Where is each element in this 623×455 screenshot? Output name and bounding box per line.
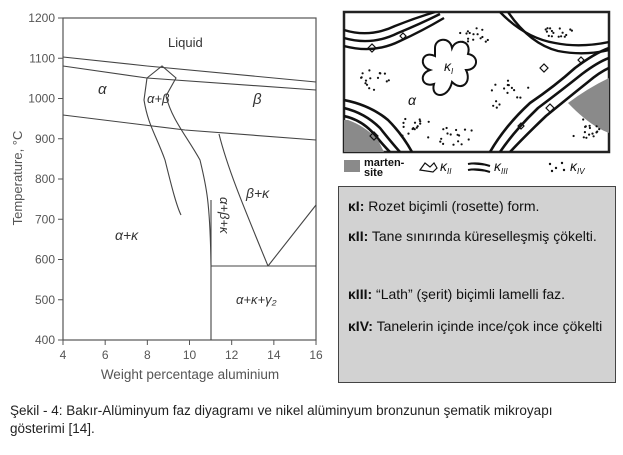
kappa-iii-symbol	[468, 163, 490, 172]
legend-text: “Lath” (şerit) biçimli lamelli faz.	[372, 286, 566, 302]
precipitate-dot	[419, 120, 421, 122]
precipitate-dot	[558, 36, 560, 38]
legend-item-kappa-ii	[348, 227, 610, 246]
precipitate-dot	[368, 69, 370, 71]
matrix-alpha-label: α	[408, 92, 416, 108]
precipitate-dot	[457, 140, 459, 142]
precipitate-dot	[472, 39, 474, 41]
precipitate-dot	[465, 32, 467, 34]
precipitate-dot	[476, 27, 478, 29]
precipitate-dot	[362, 72, 364, 74]
precipitate-dot	[419, 123, 421, 125]
y-tick-label: 500	[34, 292, 55, 307]
kappa-iii-label: $\kappa_{III}$	[494, 158, 508, 176]
precipitate-dot	[468, 138, 470, 140]
kappa-ii-symbol	[420, 163, 437, 172]
precipitate-dot	[506, 92, 508, 94]
region-alpha-beta: α+β	[147, 91, 170, 106]
phase-boundaries	[63, 57, 316, 340]
precipitate-dot	[480, 37, 482, 39]
y-tick-label: 700	[34, 212, 55, 227]
precipitate-dot	[584, 131, 586, 133]
precipitate-dot	[442, 128, 444, 130]
region-alpha-kappa-gamma: α+κ+γ₂	[236, 292, 277, 307]
precipitate-dot	[467, 38, 469, 40]
precipitate-dot	[481, 29, 483, 31]
x-axis-label: Weight percentage aluminium	[100, 367, 280, 382]
y-tick-label: 900	[34, 131, 55, 146]
precipitate-dot	[467, 30, 469, 32]
precipitate-dot	[491, 89, 493, 91]
precipitate-dot	[562, 32, 564, 34]
precipitate-dot	[481, 36, 483, 38]
region-alpha-kappa: α+κ	[115, 227, 139, 243]
y-tick-label: 800	[34, 172, 55, 186]
precipitate-dot	[402, 122, 404, 124]
precipitate-dot	[416, 127, 418, 129]
precipitate-dot	[368, 87, 370, 89]
x-tick-label: 4	[59, 348, 67, 362]
kappa-iv-symbol	[549, 162, 565, 172]
phase-diagram	[0, 0, 335, 395]
precipitate-dot	[496, 107, 498, 109]
precipitate-dot	[365, 80, 367, 82]
region-liquid: Liquid	[168, 35, 203, 50]
precipitate-dot	[551, 30, 553, 32]
precipitate-dot	[469, 32, 471, 34]
x-tick-label: 14	[267, 348, 281, 362]
precipitate-dot	[573, 135, 575, 137]
martensite-swatch	[344, 160, 360, 172]
precipitate-dot	[560, 35, 562, 37]
precipitate-dot	[457, 134, 459, 136]
precipitate-dot	[564, 36, 566, 38]
x-tick-label: 8	[143, 348, 151, 362]
y-ticks	[28, 11, 63, 347]
precipitate-dot	[548, 35, 550, 37]
liquidus-left	[63, 57, 147, 66]
precipitate-dot	[464, 129, 466, 131]
eutectoid-line	[63, 115, 316, 140]
precipitate-dot	[513, 89, 515, 91]
precipitate-dot	[582, 118, 584, 120]
precipitate-dot	[507, 80, 509, 82]
y-tick-label: 1000	[28, 91, 55, 106]
precipitate-dot	[492, 105, 494, 107]
y-tick-label: 400	[34, 333, 55, 347]
precipitate-dot	[549, 27, 551, 29]
precipitate-dot	[439, 141, 441, 143]
y-tick-label: 1200	[28, 11, 55, 25]
precipitate-dot	[545, 28, 547, 30]
precipitate-dot	[498, 103, 500, 105]
precipitate-dot	[487, 39, 489, 41]
precipitate-dot	[477, 33, 479, 35]
precipitate-dot	[373, 89, 375, 91]
precipitate-dot	[401, 135, 403, 137]
precipitate-dot	[596, 125, 598, 127]
precipitate-dot	[461, 143, 463, 145]
precipitate-dot	[569, 28, 571, 30]
region-beta-kappa: β+κ	[246, 185, 270, 201]
region-beta: β	[253, 91, 262, 108]
precipitate-dot	[386, 80, 388, 82]
precipitate-dot	[508, 84, 510, 86]
precipitate-dot	[546, 31, 548, 33]
legend-text: Rozet biçimli (rosette) form.	[364, 198, 540, 214]
precipitate-dot	[414, 122, 416, 124]
precipitate-dot	[452, 144, 454, 146]
x-ticks	[60, 340, 323, 362]
region-alpha: α	[98, 81, 107, 98]
kappa-iv-label: $\kappa_{IV}$	[570, 158, 585, 176]
precipitate-dot	[462, 41, 464, 43]
precipitate-dot	[428, 121, 430, 123]
precipitate-dot	[369, 77, 371, 79]
precipitate-dot	[519, 97, 521, 99]
precipitate-dot	[427, 136, 429, 138]
precipitate-dot	[446, 132, 448, 134]
precipitate-dot	[583, 136, 585, 138]
precipitate-dot	[589, 127, 591, 129]
precipitate-dot	[527, 87, 529, 89]
precipitate-dot	[598, 128, 600, 130]
precipitate-dot	[366, 84, 368, 86]
precipitate-dot	[404, 118, 406, 120]
precipitate-dot	[485, 41, 487, 43]
center-kappa-label: $\kappa_I$	[444, 58, 454, 76]
precipitate-dot	[503, 87, 505, 89]
precipitate-dot	[360, 77, 362, 79]
microstructure-schematic	[340, 8, 620, 183]
precipitate-dot	[559, 27, 561, 29]
precipitate-dot	[388, 79, 390, 81]
precipitate-dot	[593, 135, 595, 137]
precipitate-dot	[546, 27, 548, 29]
precipitate-dot	[511, 87, 513, 89]
beta-kappa-right	[268, 205, 316, 266]
figure-caption: Şekil - 4: Bakır-Alüminyum faz diyagramı ve nikel alüminyum bronzunun şematik mikroyapı gösterimi [14].	[10, 403, 553, 436]
y-tick-label: 1100	[29, 51, 55, 66]
legend-item-kappa-iv	[348, 317, 610, 336]
precipitate-dot	[588, 134, 590, 136]
precipitate-dot	[450, 133, 452, 135]
y-tick-label: 600	[34, 252, 55, 267]
legend-key: κIV:	[348, 318, 373, 334]
precipitate-dot	[595, 131, 597, 133]
precipitate-dot	[551, 35, 553, 37]
precipitate-dot	[403, 126, 405, 128]
precipitate-dot	[516, 96, 518, 98]
region-alpha-beta-kappa: α+β+κ	[217, 197, 232, 234]
y-axis-label: Temperature, °C	[10, 130, 25, 226]
precipitate-dot	[495, 100, 497, 102]
legend-key: κIII:	[348, 286, 373, 302]
precipitate-dot	[364, 82, 366, 84]
precipitate-dot	[552, 32, 554, 34]
precipitate-dot	[591, 133, 593, 135]
legend-text: Tanelerin içinde ince/çok ince çökelti	[372, 318, 603, 334]
precipitate-dot	[384, 73, 386, 75]
precipitate-dot	[471, 129, 473, 131]
legend-text: Tane sınırında küreselleşmiş çökelti.	[368, 228, 597, 244]
kappa-ii-label: $\kappa_{II}$	[440, 158, 452, 176]
precipitate-dot	[407, 133, 409, 135]
precipitate-dot	[412, 128, 414, 130]
legend-item-kappa-iii	[348, 285, 610, 304]
legend-key: κI:	[348, 198, 365, 214]
precipitate-dot	[377, 77, 379, 79]
precipitate-dot	[494, 84, 496, 86]
precipitate-dot	[584, 126, 586, 128]
x-tick-label: 12	[225, 348, 239, 362]
precipitate-dot	[440, 138, 442, 140]
precipitate-dot	[459, 32, 461, 34]
precipitate-dot	[467, 40, 469, 42]
precipitate-dot	[585, 137, 587, 139]
legend-item-kappa-i	[348, 197, 610, 216]
kappa-description-box	[338, 186, 616, 383]
plot-frame	[63, 18, 316, 340]
precipitate-dot	[442, 143, 444, 145]
martensite-label: marten-site	[364, 157, 405, 179]
precipitate-dot	[565, 34, 567, 36]
x-tick-label: 6	[101, 348, 109, 362]
precipitate-dot	[455, 129, 457, 131]
precipitate-dot	[379, 72, 381, 74]
precipitate-dot	[446, 127, 448, 129]
x-tick-label: 16	[309, 348, 323, 362]
precipitate-dot	[472, 33, 474, 35]
x-tick-label: 10	[182, 348, 197, 362]
legend-key: κII:	[348, 228, 369, 244]
precipitate-dot	[589, 125, 591, 127]
